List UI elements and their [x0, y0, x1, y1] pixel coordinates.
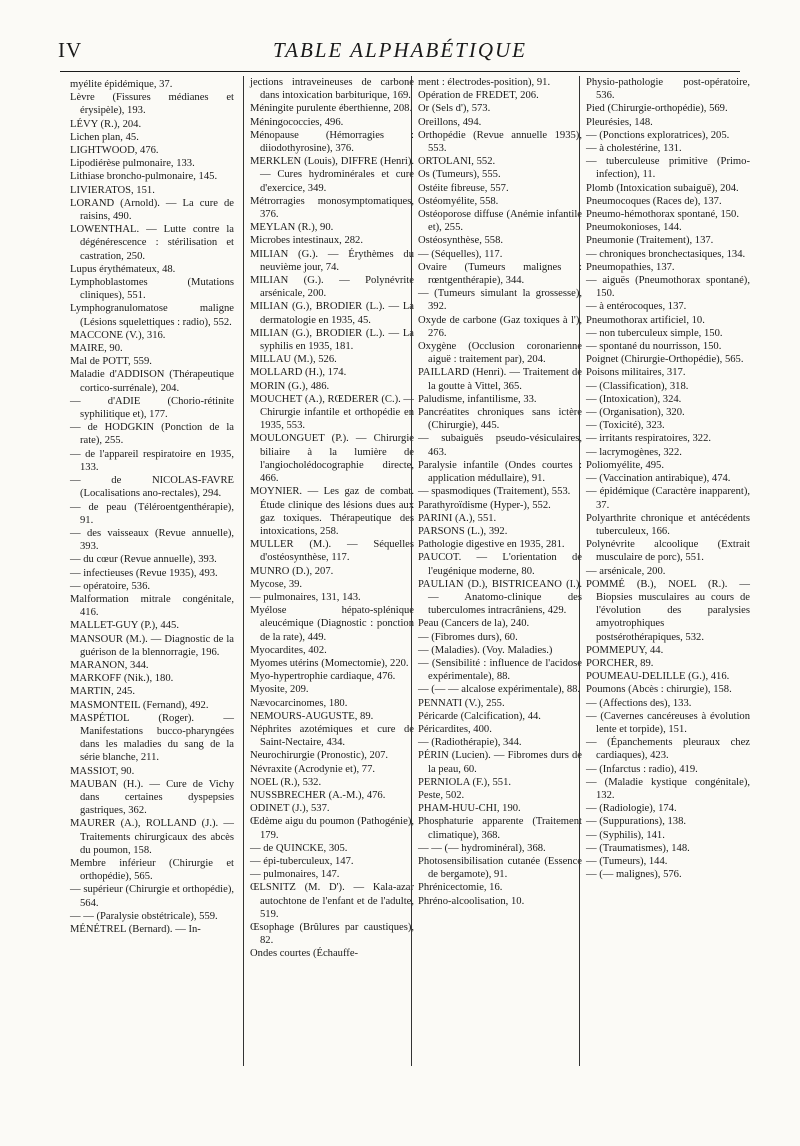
index-entry: MEYLAN (R.), 90.	[250, 222, 334, 234]
index-entry: Parathyroïdisme (Hyper-), 552.	[418, 499, 551, 511]
index-entry: — (Radiologie), 174.	[586, 803, 677, 815]
index-entry: — arsénicale, 200.	[586, 565, 666, 577]
index-entry: Poliomyélite, 495.	[586, 459, 664, 471]
index-column-4	[579, 76, 750, 1066]
index-entry: — (Séquelles), 117.	[418, 248, 503, 260]
index-entry: Polyarthrite chronique et antécédents tuberculeux, 166.	[586, 512, 750, 537]
index-entry: Ondes courtes (Échauffe-	[250, 948, 359, 960]
index-entry: PENNATI (V.), 255.	[418, 697, 505, 709]
index-entry: Myélose hépato-splénique aleucémique (Diagnostic : ponction de la rate), 449.	[250, 605, 414, 643]
index-entry: Poisons militaires, 317.	[586, 367, 686, 379]
index-entry: — aiguës (Pneumothorax spontané), 150.	[586, 275, 750, 300]
index-entry: — irritants respiratoires, 322.	[586, 433, 712, 445]
index-entry: Ostéomyélite, 558.	[418, 195, 499, 207]
index-entry: MOLLARD (H.), 174.	[250, 367, 347, 379]
index-entry: MILIAN (G.). — Polynévrite arsénicale, 200.	[250, 275, 414, 300]
index-entry: Malformation mitrale congénitale, 416.	[70, 593, 234, 619]
index-entry: — (Cavernes cancéreuses à évolution lente et torpide), 151.	[586, 710, 750, 735]
index-entry: MARTIN, 245.	[70, 686, 135, 698]
index-entry: — (Syphilis), 141.	[586, 829, 665, 841]
index-entry: Myocardites, 402.	[250, 644, 327, 656]
index-entry: Néphrites azotémiques et cure de Saint-Nectaire, 434.	[250, 723, 414, 749]
index-entry: PARSONS (L.), 392.	[418, 525, 508, 537]
index-entry: MUNRO (D.), 207.	[250, 565, 334, 577]
index-entry: Pancréatites chroniques sans ictère (Chirurgie), 445.	[418, 407, 582, 432]
index-entry: — (Tumeurs), 144.	[586, 855, 668, 867]
index-entry: — (Fibromes durs), 60.	[418, 631, 518, 643]
index-entry: MILIAN (G.), BRODIER (L.). — La dermatologie en 1935, 45.	[250, 301, 414, 326]
index-entry: NEMOURS-AUGUSTE, 89.	[250, 710, 374, 722]
index-entry: PORCHER, 89.	[586, 657, 654, 669]
index-entry: — (Maladie kystique congénitale), 132.	[586, 776, 750, 801]
index-entry: — spasmodiques (Traitement), 553.	[418, 486, 571, 498]
index-entry: NUSSBRECHER (A.-M.), 476.	[250, 789, 386, 801]
index-entry: — (Classification), 318.	[586, 380, 689, 392]
index-entry: MÉNÉTREL (Bernard). — In-	[70, 924, 201, 935]
index-entry: Méningococcies, 496.	[250, 116, 344, 128]
index-entry: — chroniques bronchectasiques, 134.	[586, 248, 746, 260]
index-entry: — supérieur (Chirurgie et orthopédie), 564.	[70, 884, 234, 909]
index-entry: Maladie d'ADDISON (Thérapeutique cortico-surrénale), 204.	[70, 369, 234, 394]
index-entry: — à cholestérine, 131.	[586, 143, 682, 155]
index-entry: MOYNIER. — Les gaz de combat. Étude clinique des lésions dues aux gaz toxiques. Thérapeutique des intoxications, 258.	[250, 486, 414, 537]
index-entry: PAULIAN (D.), BISTRICEANO (I.). — Anatomo-clinique des tuberculomes intracrâniens, 429.	[418, 578, 582, 617]
index-entry: MALLET-GUY (P.), 445.	[70, 620, 179, 632]
index-entry: — de NICOLAS-FAVRE (Localisations ano-rectales), 294.	[70, 475, 234, 500]
index-entry: Pneumothorax artificiel, 10.	[586, 314, 705, 326]
index-entry: Lichen plan, 45.	[70, 131, 139, 143]
index-entry: Pneumocoques (Races de), 137.	[586, 195, 722, 207]
index-entry: — (Intoxication), 324.	[586, 393, 682, 405]
index-entry: — subaiguës pseudo-vésiculaires, 463.	[418, 433, 582, 458]
index-entry: Phrénicectomie, 16.	[418, 882, 503, 894]
index-entry: Phréno-alcoolisation, 10.	[418, 895, 525, 907]
index-entry: Péricardites, 400.	[418, 723, 492, 735]
index-entry: MACCONE (V.), 316.	[70, 329, 166, 341]
index-entry: LOWENTHAL. — Lutte contre la dégénérescence : stérilisation et castration, 250.	[70, 224, 234, 262]
index-entry: jections intraveineuses de carbone dans intoxication barbiturique, 169.	[250, 77, 414, 102]
index-entry: Ostéite fibreuse, 557.	[418, 182, 509, 194]
index-entry: MULLER (M.). — Séquelles d'ostéosynthèse, 117.	[250, 539, 414, 564]
index-entry: NOEL (R.), 532.	[250, 776, 322, 788]
index-entry: — (Ponctions exploratrices), 205.	[586, 129, 730, 141]
index-entry: PARINI (A.), 551.	[418, 512, 497, 524]
index-entry: LORAND (Arnold). — La cure de raisins, 490.	[70, 197, 234, 223]
index-entry: — épidémique (Caractère inapparent), 37.	[586, 486, 750, 511]
index-entry: — de l'appareil respiratoire en 1935, 133.	[70, 448, 234, 473]
index-column-1	[70, 78, 234, 936]
index-entry: ORTOLANI, 552.	[418, 156, 496, 168]
index-entry: myélite épidémique, 37.	[70, 79, 173, 90]
header-rule	[60, 71, 740, 72]
index-entry: PAUCOT. — L'orientation de l'eugénique moderne, 80.	[418, 552, 582, 577]
index-entry: POMMEPUY, 44.	[586, 644, 664, 656]
index-entry: MARKOFF (Nik.), 180.	[70, 673, 174, 685]
index-entry: Myosite, 209.	[250, 684, 309, 696]
index-entry: — (Vaccination antirabique), 474.	[586, 473, 731, 485]
index-entry: Opération de FREDET, 206.	[418, 90, 539, 102]
index-entry: Or (Sels d'), 573.	[418, 103, 491, 115]
index-entry: MASPÉTIOL (Roger). — Manifestations bucco-pharyngées dans les maladies du sang de la série blanche, 211.	[70, 712, 234, 764]
index-entry: — de HODGKIN (Ponction de la rate), 255.	[70, 422, 234, 447]
index-entry: MASMONTEIL (Fernand), 492.	[70, 699, 209, 711]
index-entry: — (Radiothérapie), 344.	[418, 737, 522, 749]
index-entry: MILLAU (M.), 526.	[250, 354, 337, 366]
index-entry: PERNIOLA (F.), 551.	[418, 776, 512, 788]
index-entry: Lèvre (Fissures médianes et érysipèle), 193.	[70, 92, 234, 117]
index-entry: — lacrymogènes, 322.	[586, 446, 682, 458]
index-entry: — (— malignes), 576.	[586, 869, 682, 881]
index-entry: — pulmonaires, 131, 143.	[250, 591, 361, 603]
index-entry: Lipodiérèse pulmonaire, 133.	[70, 158, 195, 170]
index-entry: — tuberculeuse primitive (Primo-infection), 11.	[586, 156, 750, 181]
index-entry: — des vaisseaux (Revue annuelle), 393.	[70, 527, 234, 553]
index-entry: Lymphogranulomatose maligne (Lésions squelettiques : radio), 552.	[70, 303, 234, 328]
index-entry: Myomes utérins (Momectomie), 220.	[250, 657, 409, 669]
index-entry: Phosphaturie apparente (Traitement climatique), 368.	[418, 816, 582, 841]
index-entry: — (Maladies). (Voy. Maladies.)	[418, 644, 553, 656]
index-entry: Pathologie digestive en 1935, 281.	[418, 539, 565, 551]
index-entry: — à entérocoques, 137.	[586, 301, 687, 313]
index-entry: — de peau (Téléroentgenthérapie), 91.	[70, 501, 234, 526]
index-entry: MAIRE, 90.	[70, 343, 123, 355]
index-entry: Peste, 502.	[418, 789, 465, 801]
page-number: IV	[58, 38, 83, 62]
index-entry: MORIN (G.), 486.	[250, 380, 330, 392]
index-entry: Œsophage (Brûlures par caustiques), 82.	[250, 922, 414, 947]
index-entry: LIGHTWOOD, 476.	[70, 145, 159, 157]
index-entry: — pulmonaires, 147.	[250, 869, 340, 881]
index-entry: — de QUINCKE, 305.	[250, 842, 348, 854]
index-entry: Ovaire (Tumeurs malignes : rœntgenthérapie), 344.	[418, 261, 582, 287]
index-entry: — (Infarctus : radio), 419.	[586, 763, 698, 775]
index-entry: Oxygène (Occlusion coronarienne aiguë : traitement par), 204.	[418, 341, 582, 366]
index-entry: — opératoire, 536.	[70, 580, 151, 592]
index-entry: Paralysie infantile (Ondes courtes : application médullaire), 91.	[418, 459, 582, 485]
index-entry: Pneumopathies, 137.	[586, 261, 675, 273]
index-entry: MASSIOT, 90.	[70, 765, 135, 777]
index-entry: LIVIERATOS, 151.	[70, 184, 155, 196]
index-entry: POUMEAU-DELILLE (G.), 416.	[586, 671, 730, 683]
index-entry: — épi-tuberculeux, 147.	[250, 855, 354, 867]
index-entry: Névraxite (Acrodynie et), 77.	[250, 763, 376, 775]
index-entry: MANSOUR (M.). — Diagnostic de la guérison de la blennorragie, 196.	[70, 633, 234, 658]
index-entry: — spontané du nourrisson, 150.	[586, 341, 722, 353]
index-entry: Lithiase broncho-pulmonaire, 145.	[70, 171, 218, 183]
index-column-2	[243, 76, 414, 1066]
index-entry: PHAM-HUU-CHI, 190.	[418, 803, 521, 815]
index-entry: Myo-hypertrophie cardiaque, 476.	[250, 671, 396, 683]
index-entry: PÉRIN (Lucien). — Fibromes durs de la peau, 60.	[418, 750, 582, 775]
index-entry: — du cœur (Revue annuelle), 393.	[70, 554, 217, 566]
index-entry: — (Sensibilité : influence de l'acidose expérimentale), 88.	[418, 657, 582, 683]
index-entry: ODINET (J.), 537.	[250, 803, 330, 815]
index-entry: MARANON, 344.	[70, 659, 149, 671]
index-entry: — (— — alcalose expérimentale), 88.	[418, 684, 581, 696]
index-entry: Oxyde de carbone (Gaz toxiques à l'), 276.	[418, 314, 582, 339]
index-entry: — (Toxicité), 323.	[586, 420, 665, 432]
index-entry: Polynévrite alcoolique (Extrait musculaire de porc), 551.	[586, 539, 750, 564]
index-entry: MERKLEN (Louis), DIFFRE (Henri). — Cures hydrominérales et cure d'exercice, 349.	[250, 156, 414, 194]
index-entry: Ostéosynthèse, 558.	[418, 235, 504, 247]
index-entry: Poignet (Chirurgie-Orthopédie), 565.	[586, 354, 744, 366]
index-entry: Mal de POTT, 559.	[70, 356, 152, 368]
index-entry: Pneumonie (Traitement), 137.	[586, 235, 714, 247]
index-entry: — — (Paralysie obstétricale), 559.	[70, 910, 218, 922]
index-entry: — (Traumatismes), 148.	[586, 842, 690, 854]
index-column-3	[411, 76, 582, 1066]
index-entry: Plomb (Intoxication subaiguë), 204.	[586, 182, 739, 194]
index-entry: Neurochirurgie (Pronostic), 207.	[250, 750, 389, 762]
index-entry: — (Organisation), 320.	[586, 407, 685, 419]
index-entry: Œdème aigu du poumon (Pathogénie), 179.	[250, 816, 414, 841]
index-entry: Lupus érythémateux, 48.	[70, 263, 176, 275]
index-entry: Poumons (Abcès : chirurgie), 158.	[586, 684, 732, 696]
index-entry: — (Suppurations), 138.	[586, 816, 687, 828]
index-entry: Lymphoblastomes (Mutations cliniques), 551.	[70, 277, 234, 302]
index-entry: Orthopédie (Revue annuelle 1935), 553.	[418, 129, 582, 155]
index-entry: MAURER (A.), ROLLAND (J.). — Traitements chirurgicaux des abcès du poumon, 158.	[70, 818, 234, 856]
index-entry: — infectieuses (Revue 1935), 493.	[70, 567, 218, 579]
index-entry: Ostéoporose diffuse (Anémie infantile et), 255.	[418, 209, 582, 234]
index-entry: — — (— hydrominéral), 368.	[418, 842, 546, 854]
index-entry: Microbes intestinaux, 282.	[250, 235, 363, 247]
index-entry: Pleurésies, 148.	[586, 116, 653, 128]
index-entry: PAILLARD (Henri). — Traitement de la goutte à Vittel, 365.	[418, 367, 582, 392]
index-entry: — (Épanchements pleuraux chez cardiaques), 423.	[586, 737, 750, 762]
index-entry: POMMÉ (B.), NOEL (R.). — Biopsies musculaires au cours de l'évolution des paralysies amyotrophiques postsérothérapiques, 532.	[586, 578, 750, 643]
index-entry: ŒLSNITZ (M. D'). — Kala-azar autochtone de l'enfant et de l'adulte, 519.	[250, 882, 414, 920]
index-entry: MOULONGUET (P.). — Chirurgie biliaire à la lumière de l'angiocholédocographie directe, 466.	[250, 433, 414, 485]
index-entry: — (Affections des), 133.	[586, 697, 692, 709]
index-entry: Mycose, 39.	[250, 578, 303, 590]
index-entry: LÉVY (R.), 204.	[70, 118, 142, 130]
index-entry: Physio-pathologie post-opératoire, 536.	[586, 77, 750, 102]
index-entry: ment : électrodes-position), 91.	[418, 77, 551, 88]
index-entry: MAUBAN (H.). — Cure de Vichy dans certaines dyspepsies gastriques, 362.	[70, 778, 234, 817]
index-entry: Membre inférieur (Chirurgie et orthopédie), 565.	[70, 857, 234, 883]
index-entry: Péricarde (Calcification), 44.	[418, 710, 541, 722]
index-entry: Photosensibilisation cutanée (Essence de bergamote), 91.	[418, 855, 582, 881]
index-entry: MILIAN (G.). — Érythèmes du neuvième jour, 74.	[250, 248, 414, 273]
index-entry: Pneumokonioses, 144.	[586, 222, 682, 234]
index-entry: — non tuberculeux simple, 150.	[586, 327, 723, 339]
index-entry: Méningite purulente éberthienne, 208.	[250, 103, 413, 115]
index-entry: MOUCHET (A.), RŒDERER (C.). — Chirurgie infantile et orthopédie en 1935, 553.	[250, 393, 415, 432]
index-entry: Pied (Chirurgie-orthopédie), 569.	[586, 103, 728, 115]
index-entry: — d'ADIE (Chorio-rétinite syphilitique et), 177.	[70, 395, 234, 421]
index-entry: Oreillons, 494.	[418, 116, 482, 128]
index-entry: Paludisme, infantilisme, 33.	[418, 393, 537, 405]
index-entry: Métrorragies monosymptomatiques, 376.	[250, 195, 414, 221]
index-entry: Ménopause (Hémorragies : diiodothyrosine), 376.	[250, 129, 414, 155]
index-entry: Os (Tumeurs), 555.	[418, 169, 501, 181]
index-entry: Nævocarcinomes, 180.	[250, 697, 348, 709]
index-entry: Pneumo-hémothorax spontané, 150.	[586, 209, 739, 221]
index-entry: Peau (Cancers de la), 240.	[418, 618, 530, 630]
index-entry: MILIAN (G.), BRODIER (L.). — La syphilis en 1935, 181.	[250, 327, 414, 353]
page-title: TABLE ALPHABÉTIQUE	[273, 38, 527, 62]
index-entry: — (Tumeurs simulant la grossesse), 392.	[418, 288, 582, 313]
